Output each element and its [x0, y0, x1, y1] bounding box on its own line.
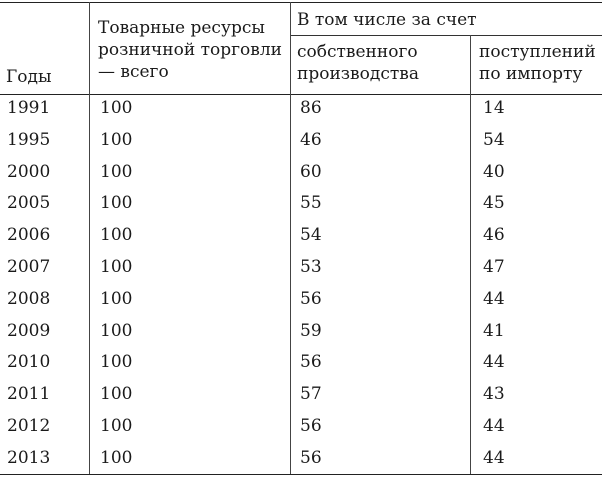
header-sub-rule [290, 35, 602, 36]
cell-year: 2006 [7, 225, 51, 246]
table-row [0, 288, 602, 320]
cell-own-production: 60 [300, 161, 322, 182]
table-top-rule [0, 2, 602, 3]
cell-import: 40 [483, 161, 505, 182]
table-row [0, 415, 602, 447]
cell-import: 45 [483, 193, 505, 214]
cell-import: 41 [483, 320, 505, 341]
cell-own-production: 86 [300, 98, 322, 118]
cell-year: 1991 [7, 98, 51, 118]
header-import: поступлений по импорту [479, 42, 596, 84]
cell-total: 100 [100, 352, 133, 373]
cell-total: 100 [100, 447, 133, 468]
table-row [0, 256, 602, 288]
header-bottom-rule [0, 94, 602, 95]
cell-total: 100 [100, 193, 133, 214]
cell-own-production: 55 [300, 193, 322, 214]
cell-year: 2010 [7, 352, 51, 373]
cell-import: 44 [483, 288, 505, 309]
cell-year: 2005 [7, 193, 51, 214]
cell-import: 43 [483, 384, 505, 405]
cell-import: 44 [483, 352, 505, 373]
cell-own-production: 56 [300, 416, 322, 436]
table-row [0, 447, 602, 479]
cell-import: 54 [483, 129, 505, 150]
cell-own-production: 54 [300, 225, 322, 246]
table-row [0, 129, 602, 161]
cell-year: 1995 [7, 129, 51, 150]
cell-own-production: 57 [300, 384, 322, 405]
table-row [0, 320, 602, 352]
cell-import: 46 [483, 225, 505, 246]
header-including: В том числе за счет [297, 10, 477, 30]
header-total: Товарные ресурсы розничной торговли — всего [98, 18, 282, 82]
cell-total: 100 [100, 98, 133, 118]
cell-import: 47 [483, 257, 505, 277]
cell-year: 2009 [7, 320, 51, 341]
table-row [0, 224, 602, 256]
cell-own-production: 56 [300, 288, 322, 309]
cell-total: 100 [100, 225, 133, 246]
cell-year: 2012 [7, 416, 51, 436]
table-row [0, 351, 602, 383]
cell-year: 2000 [7, 161, 51, 182]
header-years: Годы [6, 67, 52, 87]
cell-total: 100 [100, 161, 133, 182]
cell-total: 100 [100, 416, 133, 436]
cell-year: 2013 [7, 447, 51, 468]
cell-year: 2011 [7, 384, 51, 405]
table-row [0, 97, 602, 129]
cell-own-production: 53 [300, 257, 322, 277]
cell-own-production: 56 [300, 447, 322, 468]
cell-total: 100 [100, 257, 133, 277]
cell-total: 100 [100, 129, 133, 150]
table-row [0, 383, 602, 415]
cell-import: 44 [483, 447, 505, 468]
cell-own-production: 56 [300, 352, 322, 373]
cell-total: 100 [100, 384, 133, 405]
cell-own-production: 46 [300, 129, 322, 150]
cell-import: 14 [483, 98, 505, 118]
cell-total: 100 [100, 288, 133, 309]
table-row [0, 192, 602, 224]
cell-total: 100 [100, 320, 133, 341]
table-row [0, 161, 602, 193]
cell-own-production: 59 [300, 320, 322, 341]
header-own-production: собственного производства [297, 42, 419, 84]
cell-year: 2007 [7, 257, 51, 277]
cell-year: 2008 [7, 288, 51, 309]
cell-import: 44 [483, 416, 505, 436]
